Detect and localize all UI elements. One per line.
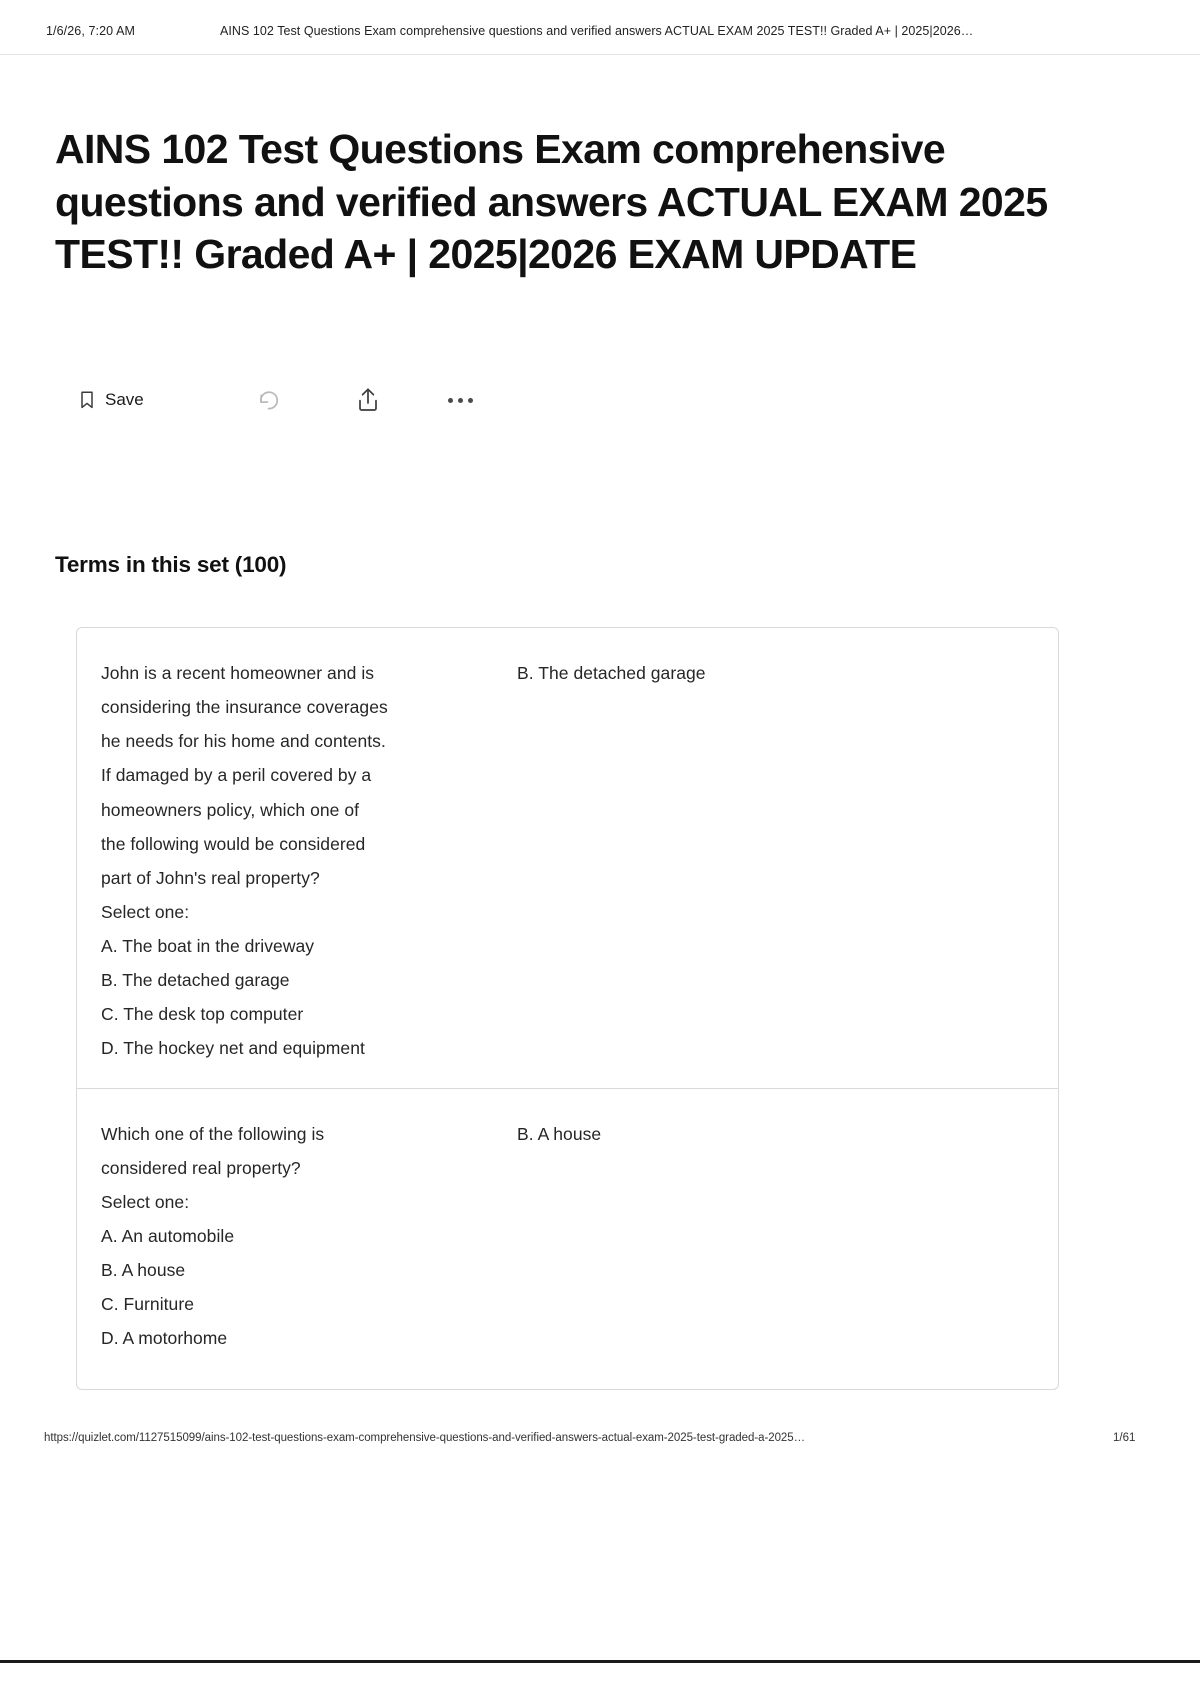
rotate-icon[interactable] [256, 387, 282, 413]
term-line: he needs for his home and contents. [101, 731, 386, 752]
definition-cell [497, 628, 1058, 1088]
term-line: Which one of the following is [101, 1123, 325, 1144]
table-row [77, 628, 1058, 1089]
share-icon[interactable] [356, 387, 380, 413]
term-option: A. An automobile [101, 1225, 235, 1246]
term-option: D. A motorhome [101, 1328, 228, 1349]
term-line: homeowners policy, which one of [101, 799, 360, 820]
action-bar [80, 380, 473, 420]
term-cell [77, 628, 497, 1088]
definition-text: B. The detached garage [517, 663, 706, 683]
source-url: https://quizlet.com/1127515099/ains-102-test-questions-exam-comprehensive-questions-and-verified-answers-actual-exam-2025-test-graded-a-2025… [44, 1432, 806, 1444]
page-gap [0, 1610, 1200, 1700]
term-line: Select one: [101, 901, 190, 922]
term-line: If damaged by a peril covered by a [101, 765, 372, 786]
term-line: part of John's real property? [101, 867, 320, 888]
term-option: C. Furniture [101, 1294, 194, 1315]
definition-cell [497, 1089, 1058, 1390]
term-cell [77, 1089, 497, 1390]
term-option: C. The desk top computer [101, 1004, 304, 1025]
terms-heading: Terms in this set (100) [55, 551, 287, 577]
term-option: B. A house [101, 1260, 186, 1280]
definition-text: B. A house [517, 1123, 602, 1144]
term-line: John is a recent homeowner and is [101, 663, 375, 683]
print-footer [0, 1432, 1200, 1452]
term-line: Select one: [101, 1191, 190, 1212]
print-header [0, 24, 1200, 46]
page-number: 1/61 [1113, 1432, 1136, 1444]
print-date: 1/6/26, 7:20 AM [46, 24, 136, 38]
term-line: considering the insurance coverages [101, 697, 388, 718]
header-divider [0, 54, 1200, 55]
more-options-icon[interactable] [448, 398, 473, 403]
terms-table [76, 627, 1059, 1390]
next-page-top-rule [0, 1660, 1200, 1663]
term-option: D. The hockey net and equipment [101, 1038, 365, 1059]
term-line: considered real property? [101, 1157, 301, 1178]
term-option: A. The boat in the driveway [101, 936, 315, 956]
print-header-title: AINS 102 Test Questions Exam comprehensive questions and verified answers ACTUAL EXAM 2025 TEST!! Graded A+ | 2025|2026… [220, 24, 974, 38]
term-line: the following would be considered [101, 833, 366, 854]
save-button[interactable] [80, 390, 144, 410]
save-label: Save [105, 390, 144, 409]
page-title: AINS 102 Test Questions Exam comprehensive questions and verified answers ACTUAL EXAM 2025 TEST!! Graded A+ | 2025|2026 EXAM UPDATE [55, 126, 1048, 278]
bookmark-icon [80, 391, 94, 409]
term-option: B. The detached garage [101, 970, 290, 991]
table-row [77, 1089, 1058, 1390]
